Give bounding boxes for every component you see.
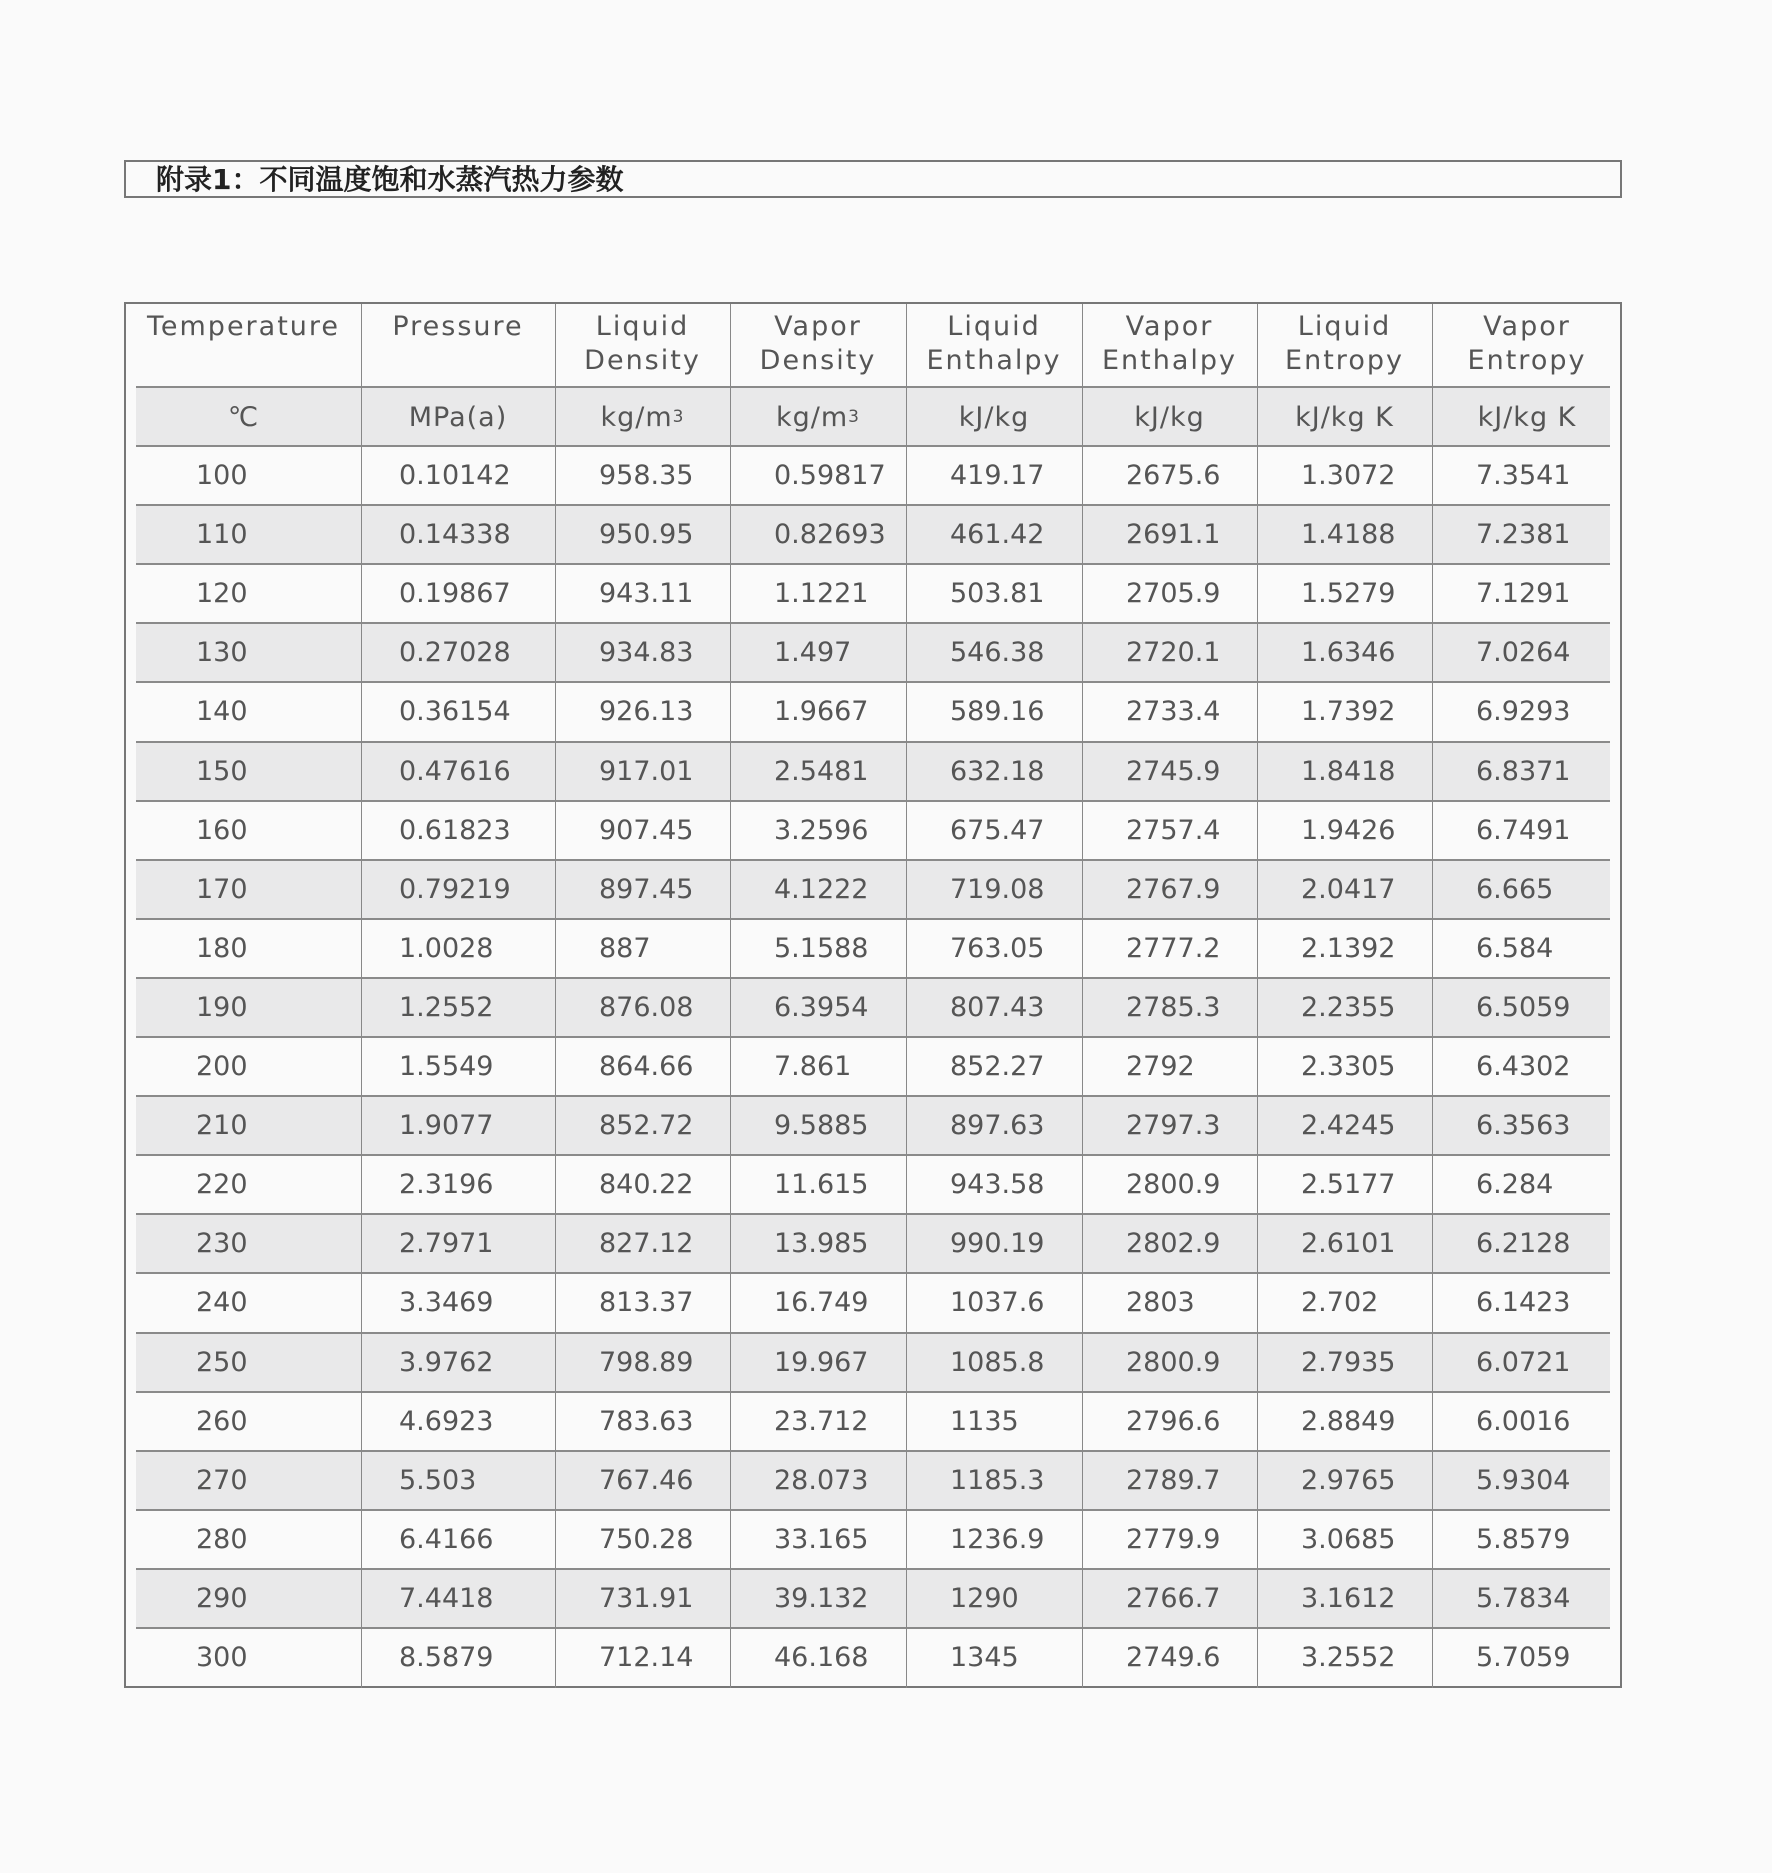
table-cell: 2.7971 — [399, 1228, 494, 1260]
table-cell: 876.08 — [599, 991, 694, 1023]
row-divider — [136, 1627, 1610, 1629]
table-cell: 130 — [196, 637, 248, 669]
table-cell: 2779.9 — [1126, 1523, 1221, 1555]
table-cell: 0.19867 — [399, 578, 511, 610]
table-cell: 2749.6 — [1126, 1642, 1221, 1674]
table-cell: 170 — [196, 873, 248, 905]
table-cell: 5.9304 — [1476, 1464, 1571, 1496]
table-cell: 852.27 — [950, 1051, 1045, 1083]
row-divider — [136, 504, 1610, 506]
column-header-line: Temperature — [146, 311, 341, 342]
table-cell: 2777.2 — [1126, 932, 1221, 964]
table-cell: 1135 — [950, 1405, 1019, 1437]
unit-text: kg/m — [600, 401, 673, 433]
table-cell: 260 — [196, 1405, 248, 1437]
table-cell: 917.01 — [599, 755, 694, 787]
table-cell: 230 — [196, 1228, 248, 1260]
column-divider — [906, 304, 907, 1688]
table-cell: 6.7491 — [1476, 814, 1571, 846]
table-cell: 6.1423 — [1476, 1287, 1571, 1319]
table-cell: 1.9077 — [399, 1110, 494, 1142]
table-cell: 11.615 — [774, 1169, 869, 1201]
table-cell: 2.5481 — [774, 755, 869, 787]
table-cell: 934.83 — [599, 637, 694, 669]
table-cell: 1.8418 — [1301, 755, 1396, 787]
table-cell: 1.7392 — [1301, 696, 1396, 728]
table-cell: 1085.8 — [950, 1346, 1045, 1378]
column-divider — [1432, 304, 1433, 1688]
table-row — [136, 742, 1610, 801]
table-cell: 6.0016 — [1476, 1405, 1571, 1437]
table-cell: 2797.3 — [1126, 1110, 1221, 1142]
table-cell: 8.5879 — [399, 1642, 494, 1674]
table-cell: 5.7834 — [1476, 1582, 1571, 1614]
column-header — [1432, 310, 1622, 378]
column-divider — [1257, 304, 1258, 1688]
table-cell: 240 — [196, 1287, 248, 1319]
table-cell: 23.712 — [774, 1405, 869, 1437]
column-unit — [1432, 388, 1622, 446]
table-cell: 2757.4 — [1126, 814, 1221, 846]
table-cell: 28.073 — [774, 1464, 869, 1496]
column-unit — [1082, 388, 1257, 446]
table-cell: 943.58 — [950, 1169, 1045, 1201]
table-cell: 7.4418 — [399, 1582, 494, 1614]
table-cell: 250 — [196, 1346, 248, 1378]
table-cell: 270 — [196, 1464, 248, 1496]
table-cell: 1.9667 — [774, 696, 869, 728]
table-row — [136, 978, 1610, 1037]
table-row — [136, 1155, 1610, 1214]
table-cell: 2705.9 — [1126, 578, 1221, 610]
table-cell: 2767.9 — [1126, 873, 1221, 905]
table-cell: 2.1392 — [1301, 932, 1396, 964]
column-header-line: Enthalpy — [1101, 345, 1238, 376]
row-divider — [136, 1272, 1610, 1274]
table-cell: 7.0264 — [1476, 637, 1571, 669]
table-cell: 589.16 — [950, 696, 1045, 728]
table-row — [136, 446, 1610, 505]
table-grid — [126, 304, 1622, 1688]
table-cell: 3.1612 — [1301, 1582, 1396, 1614]
column-header-line: Liquid — [1297, 311, 1392, 342]
table-cell: 2.6101 — [1301, 1228, 1396, 1260]
table-cell: 2720.1 — [1126, 637, 1221, 669]
unit-text: ℃ — [227, 401, 260, 433]
column-header — [906, 310, 1082, 378]
table-cell: 120 — [196, 578, 248, 610]
column-header-line: Vapor — [1125, 311, 1214, 342]
table-row — [136, 1037, 1610, 1096]
unit-text: kJ/kg K — [1477, 401, 1577, 433]
table-cell: 2691.1 — [1126, 519, 1221, 551]
table-cell: 897.63 — [950, 1110, 1045, 1142]
table-cell: 6.5059 — [1476, 991, 1571, 1023]
table-cell: 2792 — [1126, 1051, 1195, 1083]
table-cell: 0.59817 — [774, 460, 886, 492]
table-row — [136, 919, 1610, 978]
table-cell: 783.63 — [599, 1405, 694, 1437]
table-cell: 958.35 — [599, 460, 694, 492]
table-cell: 2745.9 — [1126, 755, 1221, 787]
table-cell: 897.45 — [599, 873, 694, 905]
steam-properties-table — [124, 302, 1622, 1688]
table-cell: 280 — [196, 1523, 248, 1555]
table-cell: 5.8579 — [1476, 1523, 1571, 1555]
table-cell: 100 — [196, 460, 248, 492]
table-cell: 140 — [196, 696, 248, 728]
table-cell: 2733.4 — [1126, 696, 1221, 728]
table-cell: 6.2128 — [1476, 1228, 1571, 1260]
table-cell: 33.165 — [774, 1523, 869, 1555]
table-row — [136, 1214, 1610, 1273]
table-cell: 0.36154 — [399, 696, 511, 728]
table-cell: 2.702 — [1301, 1287, 1379, 1319]
table-cell: 1.0028 — [399, 932, 494, 964]
table-cell: 3.3469 — [399, 1287, 494, 1319]
unit-text: kJ/kg K — [1295, 401, 1394, 433]
table-cell: 2785.3 — [1126, 991, 1221, 1023]
table-cell: 2800.9 — [1126, 1169, 1221, 1201]
table-cell: 1.6346 — [1301, 637, 1396, 669]
table-cell: 763.05 — [950, 932, 1045, 964]
table-cell: 731.91 — [599, 1582, 694, 1614]
table-cell: 0.61823 — [399, 814, 511, 846]
column-header — [555, 310, 730, 378]
column-header — [361, 310, 555, 344]
table-cell: 546.38 — [950, 637, 1045, 669]
table-cell: 3.0685 — [1301, 1523, 1396, 1555]
row-divider — [136, 1391, 1610, 1393]
table-cell: 2800.9 — [1126, 1346, 1221, 1378]
column-header — [1257, 310, 1432, 378]
table-row — [136, 801, 1610, 860]
unit-text: kJ/kg — [958, 401, 1030, 433]
table-cell: 13.985 — [774, 1228, 869, 1260]
row-divider — [136, 977, 1610, 979]
table-cell: 419.17 — [950, 460, 1045, 492]
table-cell: 6.0721 — [1476, 1346, 1571, 1378]
table-cell: 1037.6 — [950, 1287, 1045, 1319]
table-row — [136, 682, 1610, 741]
row-divider — [136, 1450, 1610, 1452]
unit-superscript: 3 — [848, 407, 860, 427]
table-cell: 943.11 — [599, 578, 694, 610]
table-cell: 461.42 — [950, 519, 1045, 551]
table-cell: 7.2381 — [1476, 519, 1571, 551]
table-cell: 160 — [196, 814, 248, 846]
column-divider — [555, 304, 556, 1688]
table-cell: 6.665 — [1476, 873, 1554, 905]
table-cell: 200 — [196, 1051, 248, 1083]
table-row — [136, 1628, 1610, 1687]
table-cell: 1290 — [950, 1582, 1019, 1614]
table-cell: 798.89 — [599, 1346, 694, 1378]
table-cell: 2.3196 — [399, 1169, 494, 1201]
column-unit — [126, 388, 361, 446]
table-cell: 2.8849 — [1301, 1405, 1396, 1437]
column-header-line: Liquid — [947, 311, 1041, 342]
table-cell: 6.3563 — [1476, 1110, 1571, 1142]
table-cell: 2803 — [1126, 1287, 1195, 1319]
table-cell: 3.2552 — [1301, 1642, 1396, 1674]
table-cell: 0.47616 — [399, 755, 511, 787]
table-cell: 675.47 — [950, 814, 1045, 846]
row-divider — [136, 1213, 1610, 1215]
table-cell: 7.861 — [774, 1051, 852, 1083]
table-cell: 7.3541 — [1476, 460, 1571, 492]
table-cell: 180 — [196, 932, 248, 964]
table-cell: 926.13 — [599, 696, 694, 728]
table-cell: 110 — [196, 519, 248, 551]
column-header-line: Enthalpy — [926, 345, 1062, 376]
table-cell: 0.14338 — [399, 519, 511, 551]
column-header — [730, 310, 906, 378]
column-header-line: Vapor — [1483, 311, 1571, 342]
column-header-line: Entropy — [1467, 345, 1587, 376]
column-unit — [555, 388, 730, 446]
table-cell: 632.18 — [950, 755, 1045, 787]
row-divider — [136, 1036, 1610, 1038]
table-cell: 2802.9 — [1126, 1228, 1221, 1260]
table-cell: 907.45 — [599, 814, 694, 846]
table-cell: 950.95 — [599, 519, 694, 551]
table-row — [136, 1510, 1610, 1569]
table-cell: 6.8371 — [1476, 755, 1571, 787]
row-divider — [136, 741, 1610, 743]
table-cell: 150 — [196, 755, 248, 787]
table-cell: 990.19 — [950, 1228, 1045, 1260]
column-header-line: Entropy — [1285, 345, 1404, 376]
table-cell: 1236.9 — [950, 1523, 1045, 1555]
table-cell: 300 — [196, 1642, 248, 1674]
column-unit — [361, 388, 555, 446]
column-header-line: Density — [759, 345, 877, 376]
table-cell: 16.749 — [774, 1287, 869, 1319]
table-row — [136, 1451, 1610, 1510]
table-cell: 1.497 — [774, 637, 852, 669]
table-cell: 5.7059 — [1476, 1642, 1571, 1674]
table-cell: 6.9293 — [1476, 696, 1571, 728]
unit-text: kJ/kg — [1134, 401, 1205, 433]
table-cell: 2.4245 — [1301, 1110, 1396, 1142]
title-box — [124, 160, 1622, 198]
table-cell: 3.9762 — [399, 1346, 494, 1378]
row-divider — [136, 1095, 1610, 1097]
table-cell: 290 — [196, 1582, 248, 1614]
table-cell: 19.967 — [774, 1346, 869, 1378]
column-header-line: Liquid — [595, 311, 690, 342]
column-divider — [1082, 304, 1083, 1688]
table-cell: 1.9426 — [1301, 814, 1396, 846]
column-divider — [361, 304, 362, 1688]
table-row — [136, 1273, 1610, 1332]
table-cell: 719.08 — [950, 873, 1045, 905]
table-cell: 4.6923 — [399, 1405, 494, 1437]
page-title: 附录1：不同温度饱和水蒸汽热力参数 — [156, 163, 624, 196]
table-row — [136, 1096, 1610, 1155]
row-divider — [136, 918, 1610, 920]
table-cell: 6.284 — [1476, 1169, 1554, 1201]
table-cell: 7.1291 — [1476, 578, 1571, 610]
table-cell: 887 — [599, 932, 651, 964]
table-cell: 6.4302 — [1476, 1051, 1571, 1083]
table-cell: 6.3954 — [774, 991, 869, 1023]
table-cell: 807.43 — [950, 991, 1045, 1023]
table-cell: 1185.3 — [950, 1464, 1045, 1496]
table-cell: 2.2355 — [1301, 991, 1396, 1023]
table-cell: 767.46 — [599, 1464, 694, 1496]
row-divider — [136, 1509, 1610, 1511]
table-cell: 46.168 — [774, 1642, 869, 1674]
unit-text: MPa(a) — [408, 401, 508, 433]
row-divider — [136, 1568, 1610, 1570]
table-cell: 6.584 — [1476, 932, 1554, 964]
table-cell: 864.66 — [599, 1051, 694, 1083]
column-header-line: Pressure — [392, 311, 524, 342]
table-cell: 2766.7 — [1126, 1582, 1221, 1614]
table-cell: 2.5177 — [1301, 1169, 1396, 1201]
table-cell: 2675.6 — [1126, 460, 1221, 492]
row-divider — [136, 681, 1610, 683]
table-cell: 0.10142 — [399, 460, 511, 492]
table-cell: 2796.6 — [1126, 1405, 1221, 1437]
table-cell: 2789.7 — [1126, 1464, 1221, 1496]
table-cell: 750.28 — [599, 1523, 694, 1555]
table-cell: 1.1221 — [774, 578, 869, 610]
column-unit — [1257, 388, 1432, 446]
unit-superscript: 3 — [672, 407, 685, 427]
table-cell: 5.503 — [399, 1464, 477, 1496]
table-cell: 3.2596 — [774, 814, 869, 846]
column-unit — [730, 388, 906, 446]
table-row — [136, 564, 1610, 623]
table-cell: 210 — [196, 1110, 248, 1142]
row-divider — [136, 859, 1610, 861]
table-cell: 6.4166 — [399, 1523, 494, 1555]
row-divider — [136, 1332, 1610, 1334]
table-cell: 852.72 — [599, 1110, 694, 1142]
table-cell: 0.27028 — [399, 637, 511, 669]
table-cell: 712.14 — [599, 1642, 694, 1674]
table-row — [136, 860, 1610, 919]
table-cell: 2.7935 — [1301, 1346, 1396, 1378]
table-cell: 9.5885 — [774, 1110, 869, 1142]
table-cell: 2.9765 — [1301, 1464, 1396, 1496]
table-cell: 1.4188 — [1301, 519, 1396, 551]
row-divider — [136, 1154, 1610, 1156]
table-cell: 2.0417 — [1301, 873, 1396, 905]
row-divider — [136, 622, 1610, 624]
row-divider — [136, 800, 1610, 802]
table-cell: 827.12 — [599, 1228, 694, 1260]
column-header — [1082, 310, 1257, 378]
column-header — [126, 310, 361, 344]
table-cell: 5.1588 — [774, 932, 869, 964]
table-cell: 1.3072 — [1301, 460, 1396, 492]
table-cell: 0.79219 — [399, 873, 511, 905]
table-cell: 1.5279 — [1301, 578, 1396, 610]
table-row — [136, 505, 1610, 564]
table-cell: 813.37 — [599, 1287, 694, 1319]
table-cell: 2.3305 — [1301, 1051, 1396, 1083]
table-row — [136, 1333, 1610, 1392]
table-cell: 840.22 — [599, 1169, 694, 1201]
table-cell: 39.132 — [774, 1582, 869, 1614]
row-divider — [136, 563, 1610, 565]
table-cell: 503.81 — [950, 578, 1045, 610]
table-cell: 190 — [196, 991, 248, 1023]
table-cell: 1.5549 — [399, 1051, 494, 1083]
table-cell: 0.82693 — [774, 519, 886, 551]
column-header-line: Vapor — [774, 311, 862, 342]
table-cell: 220 — [196, 1169, 248, 1201]
column-header-line: Density — [584, 345, 701, 376]
column-divider — [730, 304, 731, 1688]
table-row — [136, 1569, 1610, 1628]
table-cell: 1.2552 — [399, 991, 494, 1023]
table-row — [136, 623, 1610, 682]
table-cell: 4.1222 — [774, 873, 869, 905]
column-unit — [906, 388, 1082, 446]
table-cell: 1345 — [950, 1642, 1019, 1674]
unit-text: kg/m — [775, 401, 849, 433]
table-row — [136, 1392, 1610, 1451]
